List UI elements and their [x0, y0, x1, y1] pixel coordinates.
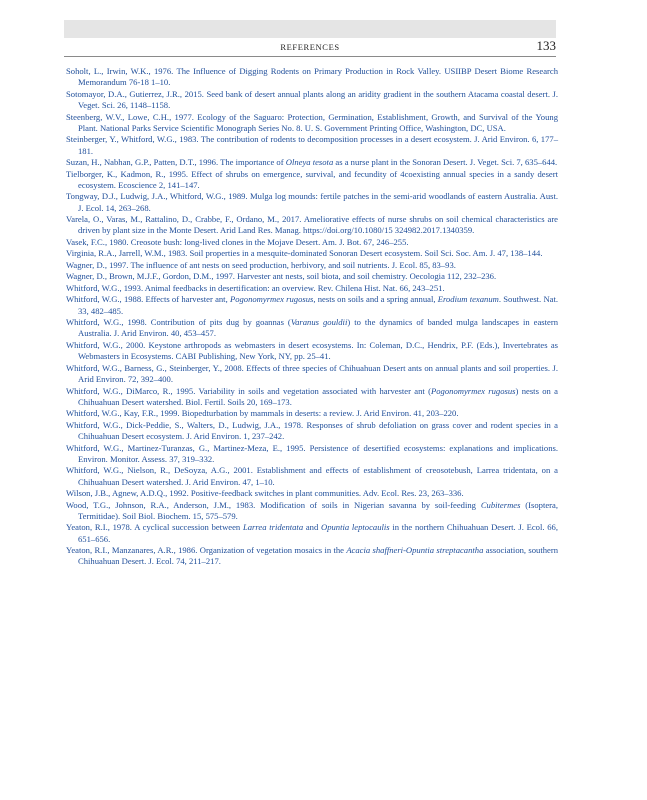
reference-text: Steenberg, W.V., Lowe, C.H., 1977. Ecology of the Saguaro: Protection, Germination, Establishment, Growth, and Survival of the Young Plant. National Parks Service Scientific Monograph Series No. 8. U. S. Government Printing Office, Washington, DC, USA.: [66, 111, 558, 133]
reference-text: Tongway, D.J., Ludwig, J.A., Whitford, W.G., 1989. Mulga log mounds: fertile patches in the semi-arid woodlands of eastern Australia. Aust. J. Ecol. 14, 263–268.: [66, 191, 558, 213]
reference-text: Suzan, H., Nabhan, G.P., Patten, D.T., 1996. The importance of: [66, 157, 286, 168]
reference-italic-text: Acacia shaffneri-Opuntia streptacantha: [346, 545, 484, 556]
reference-text: Virginia, R.A., Jarrell, W.M., 1983. Soil properties in a mesquite-dominated Sonoran Desert ecosystem. Soil Sci. Soc. Am. J. 47, 138–144.: [66, 248, 543, 259]
reference-text: Wagner, D., Brown, M.J.F., Gordon, D.M., 1997. Harvester ant nests, soil biota, and soil chemistry. Oecologia 112, 232–236.: [66, 271, 497, 282]
reference-entry: [66, 134, 558, 157]
reference-italic-text: Larrea tridentata: [242, 522, 304, 533]
reference-text: Whitford, W.G., 1993. Animal feedbacks in desertification: an overview. Rev. Chilena Hist. Nat. 66, 243–251.: [66, 282, 445, 293]
reference-text: , nests on soils and a spring annual,: [313, 294, 438, 305]
reference-text: ) nests on a Chihuahuan Desert watershed. Biol. Fertil. Soils 20, 169–173.: [78, 385, 558, 407]
reference-entry: [66, 89, 558, 112]
reference-text: Wilson, J.B., Agnew, A.D.Q., 1992. Positive-feedback switches in plant communities. Adv. Ecol. Res. 23, 263–336.: [66, 488, 464, 499]
reference-text: (Isoptera, Termitidae). Soil Biol. Biochem. 15, 575–579.: [78, 499, 558, 521]
reference-text: Varela, O., Varas, M., Rattalino, D., Crabbe, F., Ordano, M., 2017. Ameliorative effects of nurse shrubs on soil chemical characteristics are driven by plant size in the Monte Desert. Arid Land Res. Manag. https://doi.org/10.1080/15 324982.2017.1340359.: [66, 214, 558, 236]
reference-text: Yeaton, R.I., 1978. A cyclical succession between: [66, 522, 243, 533]
reference-text: Whitford, W.G., Barness, G., Steinberger, Y., 2008. Effects of three species of Chihuahuan Desert ants on annual plants and soil properties. J. Arid Environ. 72, 392–400.: [66, 362, 558, 385]
running-head: [64, 38, 556, 57]
reference-entry: [66, 157, 558, 168]
reference-italic-text: Pogonomyrmex rugosus: [431, 385, 516, 396]
reference-text: Whitford, W.G., Martinez-Turanzas, G., Martinez-Meza, E., 1995. Persistence of desertified ecosystems: explanations and implications. Environ. Monitor. Assess. 37, 319–332.: [66, 442, 558, 464]
reference-entry: [66, 545, 558, 568]
reference-text: Whitford, W.G., Kay, F.R., 1999. Biopedturbation by mammals in deserts: a review. J. Arid Environ. 41, 203–220.: [66, 408, 459, 419]
page-number: 133: [536, 38, 556, 53]
reference-text: Vasek, F.C., 1980. Creosote bush: long-lived clones in the Mojave Desert. Am. J. Bot. 67, 246–255.: [66, 236, 409, 247]
reference-text: Whitford, W.G., 2000. Keystone arthropods as webmasters in desert ecosystems. In: Coleman, D.C., Hendrix, P.F. (Eds.), Invertebrates as Webmasters in Ecosystems. CABI Publishing, New York, NY, pp. 25–41.: [66, 339, 558, 362]
reference-italic-text: Varanus gouldii: [290, 317, 348, 328]
reference-text: Whitford, W.G., DiMarco, R., 1995. Variability in soils and vegetation associated with harvester ant (: [66, 385, 432, 396]
reference-entry: [66, 317, 558, 340]
reference-entry: [66, 214, 558, 237]
reference-italic-text: Erodium texanum: [437, 294, 499, 305]
reference-text: Whitford, W.G., Dick-Peddie, S., Walters, D., Ludwig, J.A., 1978. Responses of shrub defoliation on grass cover and rodent species in a Chihuahuan Desert ecosystem. J. Arid Environ. 1, 237–242.: [66, 419, 558, 442]
reference-entry: [66, 271, 558, 282]
reference-entry: [66, 66, 558, 89]
reference-entry: [66, 408, 558, 419]
reference-italic-text: Pogonomyrmex rugosus: [229, 294, 314, 305]
reference-entry: [66, 363, 558, 386]
reference-entry: [66, 386, 558, 409]
reference-entry: [66, 500, 558, 523]
running-title: REFERENCES: [280, 42, 340, 52]
reference-text: . Southwest. Nat. 33, 482–485.: [78, 294, 559, 316]
reference-text: ) to the dynamics of banded mulga landscapes in eastern Australia. J. Arid Environ. 40, 453–457.: [78, 317, 559, 339]
reference-entry: [66, 443, 558, 466]
reference-italic-text: Olneya tesota: [285, 157, 334, 168]
reference-text: Yeaton, R.I., Manzanares, A.R., 1986. Organization of vegetation mosaics in the: [66, 545, 347, 556]
reference-entry: [66, 420, 558, 443]
reference-italic-text: Opuntia leptocaulis: [321, 522, 390, 533]
reference-text: as a nurse plant in the Sonoran Desert. J. Veget. Sci. 7, 635–644.: [333, 157, 558, 168]
reference-text: and: [303, 522, 321, 533]
header-bar: [64, 20, 556, 38]
reference-entry: [66, 294, 558, 317]
reference-entry: [66, 488, 558, 499]
reference-text: Soholt, L., Irwin, W.K., 1976. The Influence of Digging Rodents on Primary Production in Rock Valley. USIIBP Desert Biome Research Memorandum 76-18 1–10.: [66, 66, 558, 88]
reference-text: in the northern Chihuahuan Desert. J. Ecol. 66, 651–656.: [78, 522, 558, 544]
reference-italic-text: Cubitermes: [480, 499, 521, 510]
reference-text: association, southern Chihuahuan Desert. J. Ecol. 74, 211–217.: [78, 545, 558, 567]
reference-entry: [66, 260, 558, 271]
reference-text: Whitford, W.G., 1988. Effects of harvester ant,: [66, 294, 230, 305]
reference-entry: [66, 191, 558, 214]
reference-list: [66, 66, 558, 568]
reference-text: Sotomayor, D.A., Gutierrez, J.R., 2015. Seed bank of desert annual plants along an aridity gradient in the southern Atacama coastal desert. J. Veget. Sci. 26, 1148–1158.: [66, 88, 558, 111]
reference-text: Tielborger, K., Kadmon, R., 1995. Effect of shrubs on emergence, survival, and fecundity of 4coexisting annual species in a sandy desert ecosystem. Ecoscience 2, 141–147.: [66, 168, 558, 190]
reference-entry: [66, 112, 558, 135]
reference-text: Whitford, W.G., 1998. Contribution of pits dug by goannas (: [66, 317, 291, 328]
reference-entry: [66, 237, 558, 248]
reference-entry: [66, 465, 558, 488]
reference-entry: [66, 248, 558, 259]
reference-entry: [66, 340, 558, 363]
reference-text: Wagner, D., 1997. The influence of ant nests on seed production, herbivory, and soil nutrients. J. Ecol. 85, 83–93.: [66, 259, 456, 270]
reference-text: Whitford, W.G., Nielson, R., DeSoyza, A.G., 2001. Establishment and effects of establishment of creosotebush, Larrea tridentata, on a Chihuahuan Desert watershed. J. Arid Environ. 47, 1–10.: [66, 465, 558, 487]
reference-entry: [66, 169, 558, 192]
reference-text: Steinberger, Y., Whitford, W.G., 1983. The contribution of rodents to decomposition processes in a desert ecosystem. J. Arid Environ. 6, 177–181.: [66, 134, 558, 156]
reference-entry: [66, 522, 558, 545]
reference-entry: [66, 283, 558, 294]
reference-text: Wood, T.G., Johnson, R.A., Anderson, J.M., 1983. Modification of soils in Nigerian savanna by soil-feeding: [66, 499, 481, 510]
